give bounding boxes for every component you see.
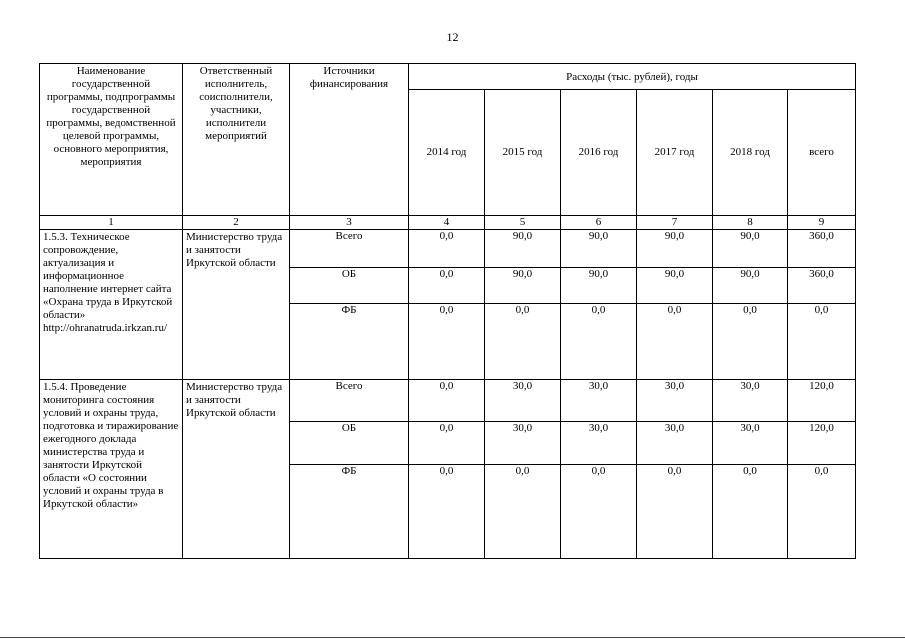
expense-value: 0,0	[637, 304, 713, 380]
header-executor: Ответственный исполнитель, соисполнители, участники, исполнители мероприятий	[183, 64, 290, 216]
expense-value: 0,0	[637, 465, 713, 559]
table-row	[40, 230, 856, 268]
expense-value: 0,0	[561, 304, 637, 380]
expense-value: 90,0	[713, 268, 788, 304]
header-year: 2018 год	[713, 90, 788, 216]
column-number: 7	[637, 216, 713, 230]
funding-source: ФБ	[290, 304, 409, 380]
expense-value: 0,0	[713, 304, 788, 380]
header-year: 2015 год	[485, 90, 561, 216]
header-expenses: Расходы (тыс. рублей), годы	[409, 64, 856, 90]
activity-executor: Министерство труда и занятости Иркутской области	[183, 380, 290, 559]
page-bottom-edge	[0, 637, 905, 638]
expense-value: 90,0	[561, 268, 637, 304]
column-number: 2	[183, 216, 290, 230]
expense-value: 0,0	[485, 465, 561, 559]
expense-value: 90,0	[637, 230, 713, 268]
expense-value: 90,0	[637, 268, 713, 304]
funding-source: ОБ	[290, 268, 409, 304]
expense-value: 0,0	[409, 230, 485, 268]
expense-value: 0,0	[409, 422, 485, 465]
funding-source: Всего	[290, 230, 409, 268]
expense-value: 30,0	[713, 422, 788, 465]
expense-value: 30,0	[713, 380, 788, 422]
expense-value: 30,0	[561, 380, 637, 422]
expense-value: 0,0	[409, 380, 485, 422]
expense-value: 90,0	[561, 230, 637, 268]
column-number: 5	[485, 216, 561, 230]
activity-executor: Министерство труда и занятости Иркутской области	[183, 230, 290, 380]
page-number: 12	[446, 30, 459, 44]
expense-value: 0,0	[409, 465, 485, 559]
header-total: всего	[788, 90, 856, 216]
expense-total: 0,0	[788, 465, 856, 559]
expense-value: 0,0	[409, 268, 485, 304]
expense-total: 120,0	[788, 422, 856, 465]
expense-value: 30,0	[637, 380, 713, 422]
header-name: Наименование государственной программы, подпрограммы государственной программы, ведомственной целевой программы, основного мероприятия, мероприятия	[40, 64, 183, 216]
expense-value: 0,0	[561, 465, 637, 559]
expense-value: 90,0	[485, 268, 561, 304]
expense-value: 30,0	[561, 422, 637, 465]
expense-value: 30,0	[485, 380, 561, 422]
expense-value: 90,0	[713, 230, 788, 268]
header-year: 2016 год	[561, 90, 637, 216]
expense-value: 0,0	[485, 304, 561, 380]
expense-value: 0,0	[409, 304, 485, 380]
expense-total: 120,0	[788, 380, 856, 422]
column-number: 8	[713, 216, 788, 230]
header-year: 2017 год	[637, 90, 713, 216]
table-row	[40, 380, 856, 422]
column-number: 1	[40, 216, 183, 230]
column-number: 9	[788, 216, 856, 230]
header-year: 2014 год	[409, 90, 485, 216]
expense-value: 90,0	[485, 230, 561, 268]
expense-value: 30,0	[485, 422, 561, 465]
expense-total: 0,0	[788, 304, 856, 380]
funding-source: ОБ	[290, 422, 409, 465]
expense-total: 360,0	[788, 268, 856, 304]
column-number: 4	[409, 216, 485, 230]
activity-name: 1.5.3. Техническое сопровождение, актуализация и информационное наполнение интернет сайта «Охрана труда в Иркутской области» http://ohranatruda.irkzan.ru/	[40, 230, 183, 380]
header-sources: Источники финансирования	[290, 64, 409, 216]
expense-value: 30,0	[637, 422, 713, 465]
expense-value: 0,0	[713, 465, 788, 559]
funding-source: ФБ	[290, 465, 409, 559]
activity-name: 1.5.4. Проведение мониторинга состояния условий и охраны труда, подготовка и тиражирование ежегодного доклада министерства труда и занятости Иркутской области «О состоянии условий и охраны труда в Иркутской области»	[40, 380, 183, 559]
budget-table	[39, 63, 856, 559]
column-number: 6	[561, 216, 637, 230]
expense-total: 360,0	[788, 230, 856, 268]
column-number: 3	[290, 216, 409, 230]
funding-source: Всего	[290, 380, 409, 422]
